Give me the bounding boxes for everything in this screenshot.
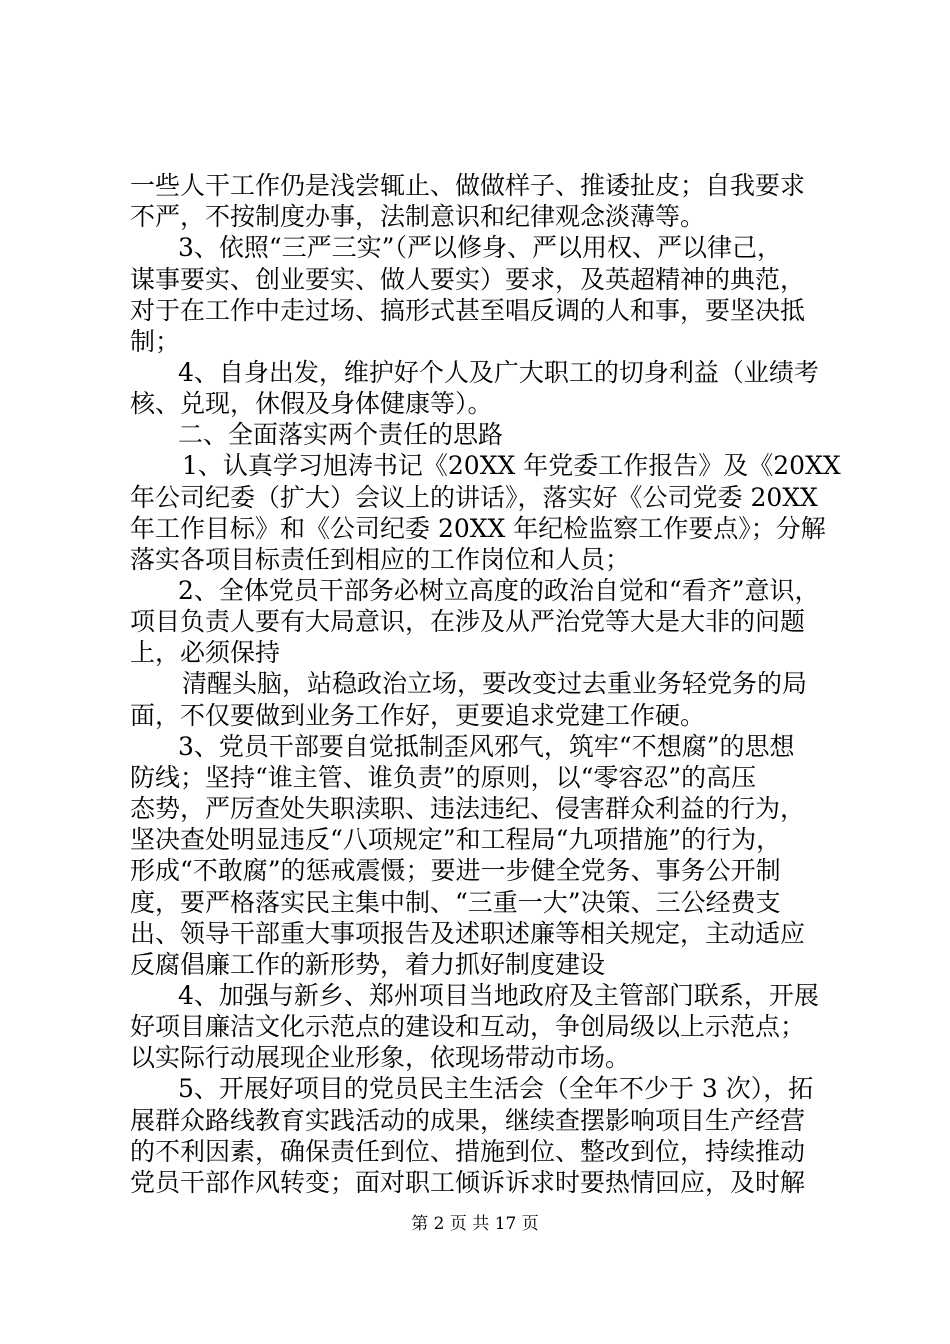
text-line: 形成“不敢腐”的惩戒震慑；要进一步健全党务、事务公开制 [130, 856, 781, 886]
text-line: 项目负责人要有大局意识，在涉及从严治党等大是大非的问题 [130, 607, 806, 637]
section-heading: 二、全面落实两个责任的思路 [178, 420, 504, 450]
text-line: 落实各项目标责任到相应的工作岗位和人员； [130, 544, 631, 574]
text-line: 制； [130, 326, 181, 356]
text-line: 年工作目标》和《公司纪委 20XX 年纪检监察工作要点》；分解 [130, 513, 826, 543]
text-line: 2、全体党员干部务必树立高度的政治自觉和“看齐”意识， [178, 576, 820, 605]
page-number-footer: 第 2 页 共 17 页 [411, 1214, 539, 1234]
text-line: 一些人干工作仍是浅尝辄止、做做样子、推诿扯皮；自我要求 [130, 171, 806, 200]
text-line: 以实际行动展现企业形象，依现场带动市场。 [130, 1043, 631, 1073]
text-line: 面，不仅要做到业务工作好，更要追求党建工作硬。 [130, 700, 706, 730]
text-line: 度，要严格落实民主集中制、“三重一大”决策、三公经费支 [130, 887, 781, 917]
text-line: 展群众路线教育实践活动的成果，继续查摆影响项目生产经营 [130, 1105, 806, 1135]
text-line: 1、认真学习旭涛书记《20XX 年党委工作报告》及《20XX [182, 451, 841, 481]
text-line: 核、兑现，休假及身体健康等）。 [130, 389, 493, 419]
text-line: 3、依照“三严三实”（严以修身、严以用权、严以律己， [178, 233, 782, 263]
text-line: 防线；坚持“谁主管、谁负责”的原则，以“零容忍”的高压 [130, 762, 757, 792]
text-line: 的不利因素，确保责任到位、措施到位、整改到位，持续推动 [130, 1136, 806, 1166]
text-line: 清醒头脑，站稳政治立场，要改变过去重业务轻党务的局 [182, 669, 808, 699]
text-line: 5、开展好项目的党员民主生活会（全年不少于 3 次），拓 [178, 1074, 814, 1104]
text-line: 态势，严厉查处失职渎职、违法违纪、侵害群众利益的行为， [130, 794, 806, 823]
text-line: 4、自身出发，维护好个人及广大职工的切身利益（业绩考 [178, 357, 819, 387]
text-line: 上，必须保持 [130, 638, 281, 668]
text-line: 坚决查处明显违反“八项规定”和工程局“九项措施”的行为， [130, 825, 782, 855]
text-line: 党员干部作风转变；面对职工倾诉诉求时要热情回应，及时解 [130, 1167, 806, 1197]
text-line: 年公司纪委（扩大）会议上的讲话》，落实好《公司党委 20XX [130, 482, 818, 512]
text-line: 对于在工作中走过场、搞形式甚至唱反调的人和事，要坚决抵 [130, 295, 806, 325]
text-line: 出、领导干部重大事项报告及述职述廉等相关规定，主动适应 [130, 918, 806, 948]
text-line: 不严，不按制度办事，法制意识和纪律观念淡薄等。 [130, 202, 706, 232]
text-line: 反腐倡廉工作的新形势，着力抓好制度建设 [130, 949, 606, 979]
text-line: 4、加强与新乡、郑州项目当地政府及主管部门联系，开展 [178, 980, 819, 1010]
text-line: 谋事要实、创业要实、做人要实）要求，及英超精神的典范， [130, 264, 806, 294]
text-line: 好项目廉洁文化示范点的建设和互动，争创局级以上示范点； [130, 1012, 806, 1042]
text-line: 3、党员干部要自觉抵制歪风邪气，筑牢“不想腐”的思想 [178, 731, 795, 761]
